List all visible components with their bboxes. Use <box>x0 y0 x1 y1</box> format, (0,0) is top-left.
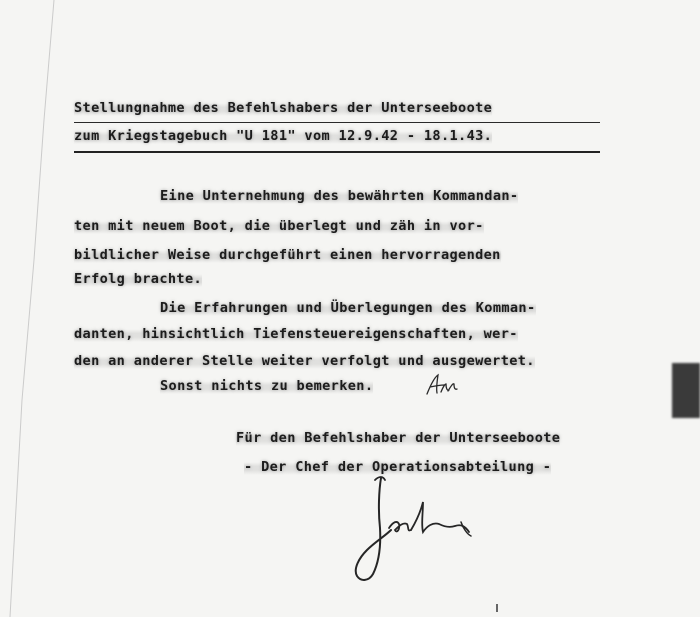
body-line-1: Eine Unternehmung des bewährten Kommandan- <box>160 188 519 204</box>
body-line-6: danten, hinsichtlich Tiefensteuereigenschaften, wer- <box>74 326 518 342</box>
heading-underline-2 <box>74 151 600 153</box>
signature-line-2: - Der Chef der Operationsabteilung - <box>244 459 552 475</box>
body-line-5: Die Erfahrungen und Überlegungen des Komman- <box>160 300 536 316</box>
body-line-4: Erfolg brachte. <box>74 271 203 287</box>
signature-line-1: Für den Befehlshaber der Unterseeboote <box>236 430 561 446</box>
handwritten-signature <box>345 470 495 590</box>
handwritten-initials <box>424 372 458 398</box>
body-line-3: bildlicher Weise durchgeführt einen hervorragenden <box>74 247 501 263</box>
scan-edge-mark <box>672 363 700 418</box>
heading-line-1: Stellungnahme des Befehlshabers der Unterseeboote <box>74 100 493 116</box>
heading-line-2: zum Kriegstagebuch "U 181" vom 12.9.42 - 18.1.43. <box>74 128 493 144</box>
body-line-2: ten mit neuem Boot, die überlegt und zäh in vor- <box>74 218 484 234</box>
body-line-7: den an anderer Stelle weiter verfolgt und ausgewertet. <box>74 353 535 369</box>
scan-artifact-mark <box>496 604 498 612</box>
body-line-8: Sonst nichts zu bemerken. <box>160 378 374 394</box>
heading-underline-1 <box>74 122 600 123</box>
